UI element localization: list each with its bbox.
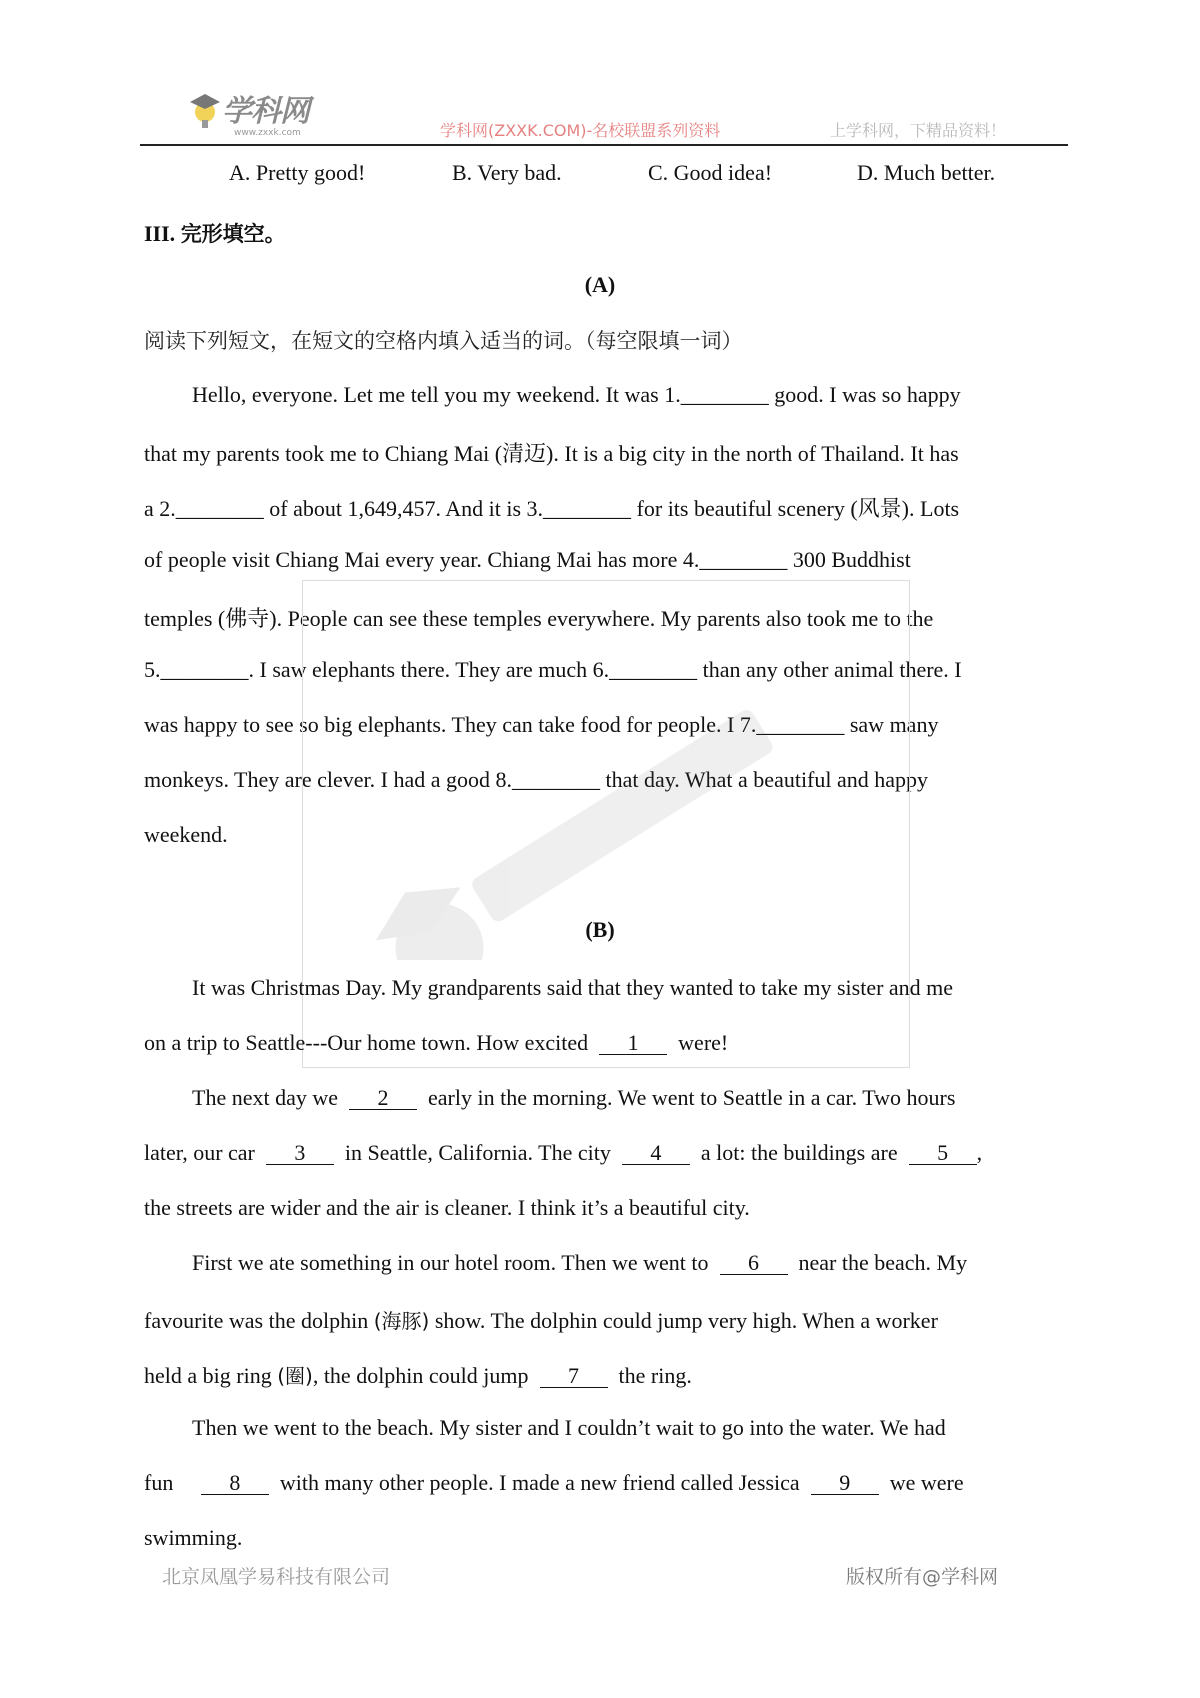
part-b-text: we were	[889, 1470, 964, 1495]
blank-3[interactable]: 3	[266, 1142, 334, 1165]
blank-1[interactable]: 1	[599, 1032, 667, 1055]
part-b-line-7	[144, 1305, 938, 1334]
blank-9[interactable]: 9	[811, 1472, 879, 1495]
header-divider	[140, 144, 1068, 146]
part-b-text: , the dolphin could jump	[312, 1363, 529, 1388]
part-b-line-6	[192, 1250, 967, 1276]
section-number: III.	[144, 221, 176, 246]
part-b-line-5: the streets are wider and the air is cleaner. I think it’s a beautiful city.	[144, 1195, 750, 1220]
header-slogan: 学科网(ZXXK.COM)-名校联盟系列资料	[440, 121, 721, 140]
part-b-line-4	[144, 1140, 982, 1166]
part-b-text: The next day we	[192, 1085, 338, 1110]
answer-options	[0, 160, 1200, 190]
part-b-line-11: swimming.	[144, 1525, 243, 1550]
part-b-gloss: (海豚)	[373, 1309, 430, 1333]
option-c: C. Good idea!	[648, 160, 773, 185]
graduate-cap-icon	[188, 90, 222, 130]
part-b-line-3	[192, 1085, 955, 1111]
blank-8[interactable]: 8	[201, 1472, 269, 1495]
part-b-line-8	[144, 1360, 692, 1389]
part-b-text: later, our car	[144, 1140, 255, 1165]
part-b-text: on a trip to Seattle---Our home town. How excited	[144, 1030, 589, 1055]
option-d: D. Much better.	[857, 160, 996, 185]
blank-5[interactable]: 5	[909, 1142, 977, 1165]
part-b-line-9: Then we went to the beach. My sister and I couldn’t wait to go into the water. We had	[192, 1415, 946, 1440]
part-b-text: near the beach. My	[798, 1250, 968, 1275]
site-logo	[188, 88, 328, 144]
blank-6[interactable]: 6	[720, 1252, 788, 1275]
section-heading	[144, 218, 286, 248]
blank-2[interactable]: 2	[349, 1087, 417, 1110]
part-b-label: (B)	[585, 917, 615, 942]
part-b-text: in Seattle, California. The city	[344, 1140, 611, 1165]
page-header	[140, 84, 1070, 146]
part-b-text: held a big ring	[144, 1363, 272, 1388]
part-b-text: with many other people. I made a new friend called Jessica	[279, 1470, 800, 1495]
option-b: B. Very bad.	[452, 160, 562, 185]
header-tagline: 上学科网，下精品资料！	[830, 121, 1007, 140]
part-a-line-3: a 2.________ of about 1,649,457. And it is 3.________ for its beautiful scenery (风景). Lots	[144, 496, 960, 521]
part-a-line-8: monkeys. They are clever. I had a good 8.________ that day. What a beautiful and happy	[144, 767, 929, 792]
footer-company: 北京凤凰学易科技有限公司	[162, 1566, 391, 1588]
part-a-line-6: 5.________. I saw elephants there. They are much 6.________ than any other animal there. I	[144, 657, 962, 682]
part-a-line-4: of people visit Chiang Mai every year. Chiang Mai has more 4.________ 300 Buddhist	[144, 547, 911, 572]
blank-7[interactable]: 7	[540, 1365, 608, 1388]
part-a-instruction: 阅读下列短文，在短文的空格内填入适当的词。（每空限填一词）	[144, 329, 743, 353]
part-b-line-10	[144, 1470, 964, 1496]
part-b-gloss: (圈)	[277, 1364, 313, 1388]
part-b-text: were!	[678, 1030, 729, 1055]
blank-4[interactable]: 4	[622, 1142, 690, 1165]
part-b-text: show. The dolphin could jump very high. When a worker	[434, 1308, 938, 1333]
part-b-text: First we ate something in our hotel room. Then we went to	[192, 1250, 709, 1275]
section-title: 完形填空。	[180, 222, 286, 246]
part-b-text: favourite was the dolphin	[144, 1308, 369, 1333]
part-b-text: a lot: the buildings are	[700, 1140, 898, 1165]
part-b-line-1: It was Christmas Day. My grandparents said that they wanted to take my sister and me	[192, 975, 954, 1000]
part-a-line-9: weekend.	[144, 822, 228, 847]
part-b-text: fun	[144, 1470, 174, 1495]
part-b-text: the ring.	[618, 1363, 692, 1388]
part-a-line-1: Hello, everyone. Let me tell you my weekend. It was 1.________ good. I was so happy	[192, 382, 961, 407]
footer-copyright: 版权所有@学科网	[846, 1566, 999, 1588]
part-a-line-5: temples (佛寺). People can see these temples everywhere. My parents also took me to the	[144, 606, 934, 631]
part-b-text: ,	[976, 1140, 983, 1165]
part-b-line-2	[144, 1030, 728, 1056]
part-a-line-7: was happy to see so big elephants. They can take food for people. I 7.________ saw many	[144, 712, 939, 737]
logo-url: www.zxxk.com	[234, 128, 301, 138]
part-a-label: (A)	[584, 272, 616, 297]
logo-text: 学科网	[222, 94, 309, 129]
part-a-line-2: that my parents took me to Chiang Mai (清迈). It is a big city in the north of Thailand. It has	[144, 441, 959, 466]
option-a: A. Pretty good!	[229, 160, 366, 185]
part-b-text: early in the morning. We went to Seattle in a car. Two hours	[428, 1085, 956, 1110]
